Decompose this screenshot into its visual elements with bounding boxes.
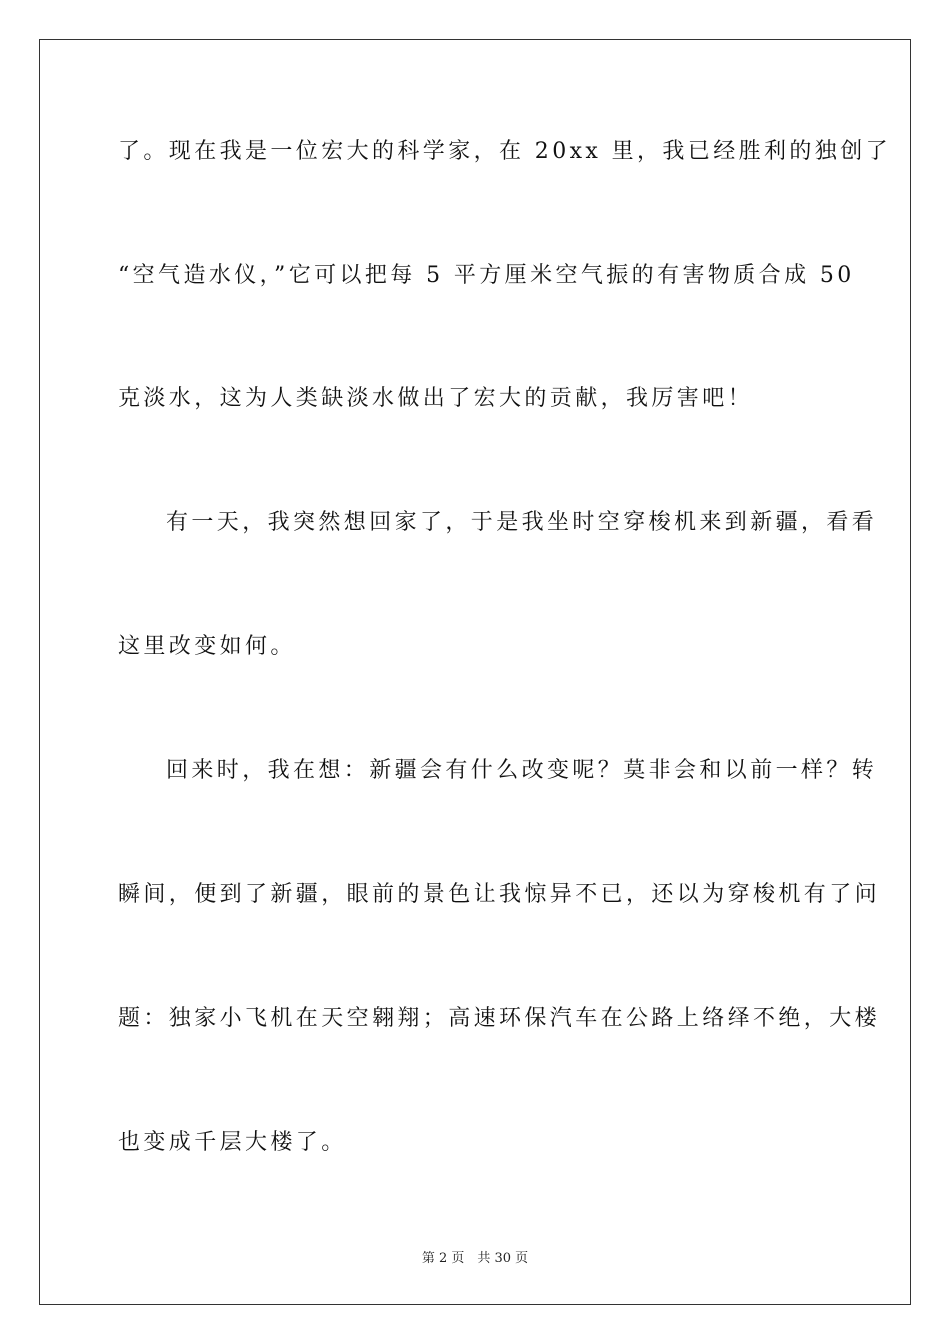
body-line-8: 题：独家小飞机在天空翱翔；高速环保汽车在公路上络绎不绝，大楼 [118,1006,881,1031]
body-line-3: 克淡水，这为人类缺淡水做出了宏大的贡献，我厉害吧！ [118,386,754,411]
page-number-footer: 第 2 页 共 30 页 [421,1251,529,1266]
page-border [39,39,911,1305]
body-line-9: 也变成千层大楼了。 [118,1130,347,1155]
body-line-4: 有一天，我突然想回家了，于是我坐时空穿梭机来到新疆，看看 [166,510,878,535]
body-line-7: 瞬间，便到了新疆，眼前的景色让我惊异不已，还以为穿梭机有了问 [118,882,881,907]
body-line-5: 这里改变如何。 [118,634,296,659]
body-line-6: 回来时，我在想：新疆会有什么改变呢？莫非会和以前一样？转 [166,758,878,783]
body-line-2: “空气造水仪，”它可以把每 5 平方厘米空气振的有害物质合成 50 [118,263,855,288]
body-line-1: 了。现在我是一位宏大的科学家，在 20xx 里，我已经胜利的独创了 [118,139,891,164]
